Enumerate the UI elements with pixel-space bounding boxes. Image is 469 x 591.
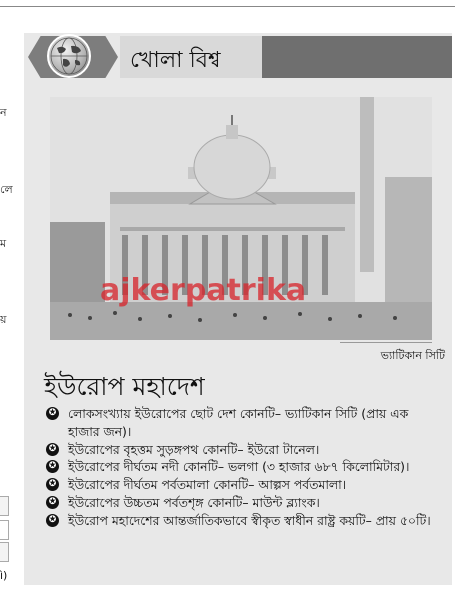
star-bullet-icon: ✪ [46,514,59,527]
fact-text: ইউরোপের দীর্ঘতম নদী কোনটি– ভলগা (৩ হাজার ৬৮৭ কিলোমিটার)। [68,459,410,475]
header-bar [262,36,452,78]
list-item [44,494,440,512]
list-item [44,458,440,476]
header-title-box [120,36,262,78]
fact-text: ইউরোপের বৃহত্তম সুড়ঙ্গপথ কোনটি– ইউরো টানেল। [68,441,320,457]
left-margin-glyph: য় [0,313,7,326]
left-margin-box [0,496,9,516]
photo-caption: ভ্যাটিকান সিটি [380,349,445,362]
list-item [44,441,440,459]
star-bullet-icon: ✪ [46,407,59,420]
fact-text: ইউরোপের উচ্চতম পর্বতশৃঙ্গ কোনটি– মাউন্ট ব্ল্যাংক। [68,494,320,510]
left-margin-box [0,520,9,540]
fact-text: ইউরোপের দীর্ঘতম পর্বতমালা কোনটি– আল্পস পর্বতমালা। [68,477,347,493]
caption-rule [340,342,432,343]
header-title: খোলা বিশ্ব [130,48,221,73]
left-margin-box [0,542,9,562]
fact-text: লোকসংখ্যায় ইউরোপের ছোট দেশ কোনটি– ভ্যাটিকান সিটি (প্রায় এক হাজার জন)। [68,406,409,439]
list-item [44,476,440,494]
list-item [44,405,440,441]
star-bullet-icon: ✪ [46,496,59,509]
watermark-text: ajkerpatrika [100,273,307,308]
vatican-illustration [50,97,432,340]
section-header [24,33,452,79]
section-title: ইউরোপ মহাদেশ [44,372,205,401]
star-bullet-icon: ✪ [46,478,59,491]
left-margin-text: ì) [0,569,8,582]
left-margin-glyph: ম [0,237,7,250]
globe-icon [47,34,91,78]
left-margin-glyph: লে [0,183,13,196]
vatican-photo [50,97,432,340]
left-margin-glyph: ন [0,106,7,119]
facts-list [44,405,440,530]
top-rule [0,6,455,7]
fact-text: ইউরোপ মহাদেশের আন্তর্জাতিকভাবে স্বীকৃত স্বাধীন রাষ্ট্র কয়টি– প্রায় ৫০টি। [68,512,431,528]
star-bullet-icon: ✪ [46,460,59,473]
list-item [44,512,440,530]
star-bullet-icon: ✪ [46,443,59,456]
